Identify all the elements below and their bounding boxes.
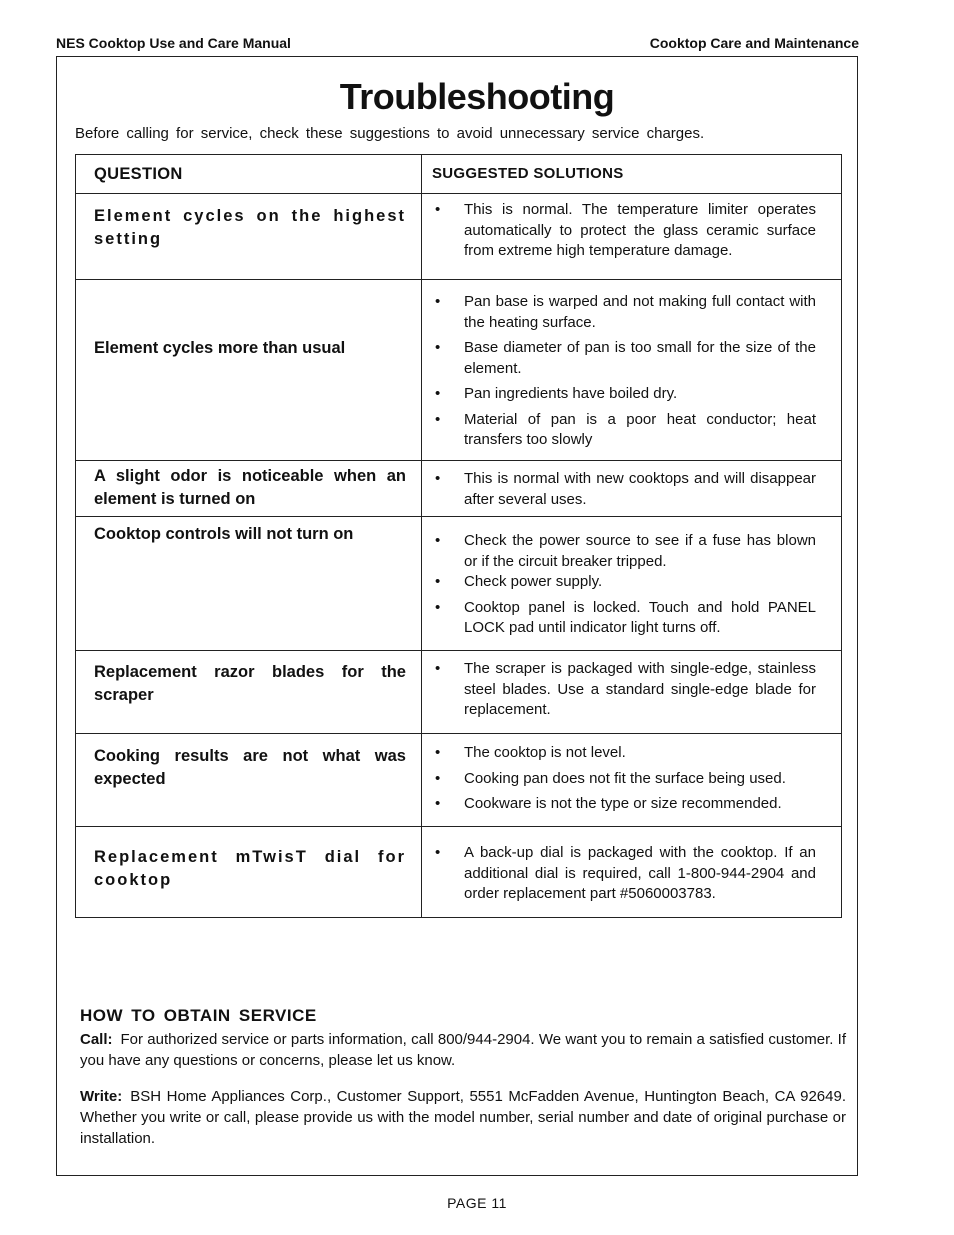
bullet-icon: • bbox=[435, 660, 441, 677]
service-call-paragraph bbox=[80, 1029, 846, 1071]
solution-item: • Check power supply. bbox=[432, 572, 816, 593]
bullet-icon: • bbox=[435, 769, 441, 787]
column-header-solutions: SUGGESTED SOLUTIONS bbox=[422, 155, 842, 194]
table-row bbox=[76, 517, 842, 651]
solution-item: • Check the power source to see if a fuse has blown or if the circuit breaker tripped. bbox=[435, 532, 816, 570]
solution-item: • The scraper is packaged with single-edge, stainless steel blades. Use a standard single-edge blade for replacement. bbox=[435, 660, 816, 718]
solution-list bbox=[432, 743, 816, 815]
call-label: Call: bbox=[80, 1031, 113, 1048]
bullet-icon: • bbox=[435, 795, 441, 812]
header-section-title: Cooktop Care and Maintenance bbox=[649, 35, 859, 51]
bullet-icon: • bbox=[435, 744, 441, 761]
bullet-icon: • bbox=[435, 844, 441, 861]
service-write-paragraph bbox=[80, 1086, 846, 1149]
solution-item: • The cooktop is not level. bbox=[432, 743, 816, 764]
solution-list bbox=[432, 292, 816, 451]
question-text: Replacement mTwisT dial for cooktop bbox=[94, 848, 406, 889]
solution-item: • This is normal. The temperature limiter operates automatically to protect the glass ceramic surface from extreme high temperature damage. bbox=[435, 201, 816, 259]
bullet-icon: • bbox=[435, 201, 441, 218]
intro-text: Before calling for service, check these suggestions to avoid unnecessary service charges. bbox=[75, 125, 705, 142]
page-number: PAGE 11 bbox=[447, 1195, 507, 1211]
question-text: A slight odor is noticeable when an element is turned on bbox=[94, 467, 406, 508]
write-text: BSH Home Appliances Corp., Customer Support, 5551 McFadden Avenue, Huntington Beach, CA 92649. Whether you write or call, please provide us with the model number, serial number and date of original purchase or installation. bbox=[80, 1088, 846, 1147]
table-header-row bbox=[76, 155, 842, 194]
column-header-question: QUESTION bbox=[76, 155, 422, 194]
table-row bbox=[76, 651, 842, 734]
bullet-icon: • bbox=[435, 339, 441, 356]
table-row bbox=[76, 280, 842, 461]
write-label: Write: bbox=[80, 1088, 123, 1105]
page-title: Troubleshooting bbox=[339, 76, 615, 117]
question-text: Element cycles on the highest setting bbox=[94, 207, 406, 248]
solution-item: • A back-up dial is packaged with the cooktop. If an additional dial is required, call 1-800-944-2904 and order replacement part #5060003783. bbox=[435, 844, 816, 902]
call-text: For authorized service or parts information, call 800/944-2904. We want you to remain a satisfied customer. If you have any questions or concerns, please let us know. bbox=[80, 1031, 846, 1069]
bullet-icon: • bbox=[435, 532, 441, 549]
question-text: Element cycles more than usual bbox=[94, 338, 346, 357]
solution-item: • Material of pan is a poor heat conductor; heat transfers too slowly bbox=[435, 410, 816, 448]
solution-item: • This is normal with new cooktops and will disappear after several uses. bbox=[435, 470, 816, 508]
table-row bbox=[76, 827, 842, 918]
solution-item: • Pan base is warped and not making full contact with the heating surface. bbox=[435, 293, 816, 331]
solution-item: • Cookware is not the type or size recommended. bbox=[432, 794, 816, 815]
solution-item: • Cooking pan does not fit the surface being used. bbox=[432, 769, 816, 790]
header-manual-title: NES Cooktop Use and Care Manual bbox=[56, 35, 291, 51]
bullet-icon: • bbox=[435, 573, 441, 590]
table-row bbox=[76, 461, 842, 517]
solution-item: • Base diameter of pan is too small for the size of the element. bbox=[435, 339, 816, 377]
bullet-icon: • bbox=[435, 598, 441, 616]
table-row bbox=[76, 734, 842, 827]
bullet-icon: • bbox=[435, 293, 441, 310]
troubleshooting-table bbox=[75, 154, 842, 918]
solution-list bbox=[432, 659, 816, 721]
question-text: Cooking results are not what was expected bbox=[94, 747, 406, 788]
service-heading: HOW TO OBTAIN SERVICE bbox=[80, 1006, 317, 1025]
bullet-icon: • bbox=[435, 385, 441, 402]
table-row bbox=[76, 194, 842, 280]
solution-list bbox=[432, 843, 816, 905]
solution-item: • Cooktop panel is locked. Touch and hold PANEL LOCK pad until indicator light turns off. bbox=[435, 598, 816, 636]
solution-item: • Pan ingredients have boiled dry. bbox=[432, 384, 816, 405]
question-text: Cooktop controls will not turn on bbox=[94, 525, 354, 543]
bullet-icon: • bbox=[435, 470, 441, 487]
question-text: Replacement razor blades for the scraper bbox=[94, 663, 406, 704]
bullet-icon: • bbox=[435, 410, 441, 428]
solution-list bbox=[432, 200, 816, 262]
solution-list bbox=[432, 469, 816, 510]
solution-list bbox=[432, 531, 816, 639]
